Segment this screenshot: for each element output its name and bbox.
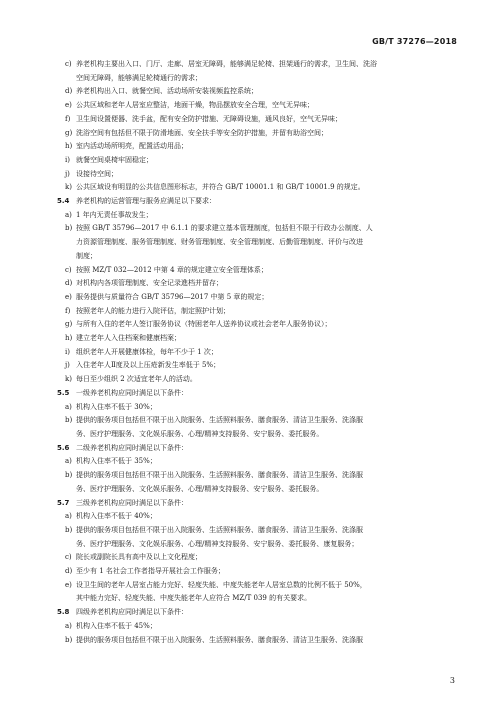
line-text: 1 年内无责任事故发生； <box>76 210 153 219</box>
list-item <box>57 469 461 483</box>
section-line <box>57 497 461 511</box>
section-line <box>57 442 461 456</box>
section-line <box>57 387 461 401</box>
list-item <box>57 455 461 469</box>
line-text: 机构入住率不低于 45%； <box>76 621 157 630</box>
item-marker: d) <box>65 279 73 288</box>
item-marker: b) <box>65 525 73 534</box>
line-text: 公共区域和老年人居室应整洁，地面干燥，物品摆放安全合理，空气无异味； <box>76 101 314 110</box>
list-item <box>57 318 461 332</box>
line-text: 提供的服务项目包括但不限于出入院服务、生活照料服务、膳食服务、清洁卫生服务、洗涤服 <box>76 635 363 644</box>
section-number: 5.8 <box>57 608 70 617</box>
item-marker: f) <box>65 306 71 315</box>
line-text: 力资源管理制度、服务管理制度、财务管理制度、安全管理制度、后勤管理制度、评价与改进 <box>76 238 363 247</box>
list-item <box>57 127 461 141</box>
list-item-continuation <box>57 483 461 497</box>
line-text: 与所有入住的老年人签订服务协议（特困老年人送养协议或社会老年人服务协议）； <box>76 320 332 329</box>
item-marker: k) <box>65 375 72 384</box>
line-text: 机构入住率不低于 35%； <box>76 457 157 466</box>
line-text: 建立老年人入住档案和健康档案； <box>76 334 181 343</box>
list-item-continuation <box>57 538 461 552</box>
line-text: 每日至少组织 2 次适宜老年人的活动。 <box>76 375 197 384</box>
list-item-continuation <box>57 428 461 442</box>
list-item-continuation <box>57 592 461 606</box>
list-item <box>57 565 461 579</box>
line-text: 空间无障碍，能够满足轮椅通行的需求； <box>76 73 202 82</box>
section-number: 5.4 <box>57 197 70 206</box>
list-item <box>57 359 461 373</box>
line-text: 提供的服务项目包括但不限于出入院服务、生活照料服务、膳食服务、清洁卫生服务、洗涤服 <box>76 416 363 425</box>
list-item <box>57 579 461 593</box>
line-text: 设接待空间； <box>76 169 118 178</box>
document-body <box>57 58 461 647</box>
line-text: 养老机构的运营管理与服务应满足以下要求： <box>76 197 216 206</box>
line-text: 机构入住率不低于 40%； <box>76 512 157 521</box>
item-marker: a) <box>65 402 72 411</box>
section-number: 5.7 <box>57 498 70 507</box>
item-marker: b) <box>65 224 73 233</box>
list-item <box>57 332 461 346</box>
item-marker: d) <box>65 567 73 576</box>
line-text: 务、医疗护理服务、文化娱乐服务、心理/精神支持服务、安宁服务、委托服务、康复服务； <box>76 539 359 548</box>
list-item-continuation <box>57 250 461 264</box>
item-marker: a) <box>65 512 72 521</box>
line-text: 提供的服务项目包括但不限于出入院服务、生活照料服务、膳食服务、清洁卫生服务、洗涤服 <box>76 525 363 534</box>
line-text: 提供的服务项目包括但不限于出入院服务、生活照料服务、膳食服务、清洁卫生服务、洗涤服 <box>76 471 363 480</box>
list-item <box>57 168 461 182</box>
item-marker: c) <box>65 553 72 562</box>
line-text: 至少有 1 名社会工作者指导开展社会工作服务； <box>76 567 225 576</box>
list-item-continuation <box>57 236 461 250</box>
line-text: 务、医疗护理服务、文化娱乐服务、心理/精神支持服务、安宁服务、委托服务。 <box>76 429 324 438</box>
item-marker: d) <box>65 87 73 96</box>
list-item <box>57 181 461 195</box>
list-item <box>57 154 461 168</box>
line-text: 二级养老机构应同时满足以下条件： <box>76 443 188 452</box>
item-marker: g) <box>65 128 73 137</box>
list-item <box>57 264 461 278</box>
list-item <box>57 346 461 360</box>
document-id: GB/T 37276—2018 <box>372 37 457 46</box>
item-marker: i) <box>65 347 70 356</box>
line-text: 养老机构出入口、就餐空间、活动场所安装视频监控系统； <box>76 87 258 96</box>
line-text: 就餐空间桌椅牢固稳定； <box>76 155 153 164</box>
line-text: 按照 GB/T 35796—2017 中 6.1.1 的要求建立基本管理制度，包括但不限于行政办公制度、人 <box>76 224 373 233</box>
list-item-continuation <box>57 72 461 86</box>
line-text: 机构入住率不低于 30%； <box>76 402 157 411</box>
item-marker: k) <box>65 183 72 192</box>
item-marker: b) <box>65 416 73 425</box>
item-marker: f) <box>65 114 71 123</box>
line-text: 四级养老机构应同时满足以下条件： <box>76 608 188 617</box>
item-marker: a) <box>65 621 72 630</box>
list-item <box>57 99 461 113</box>
list-item <box>57 140 461 154</box>
list-item <box>57 620 461 634</box>
list-item <box>57 58 461 72</box>
list-item <box>57 113 461 127</box>
item-marker: c) <box>65 60 72 68</box>
line-text: 洗浴空间有包括但不限于防滑地面、安全扶手等安全防护措施，并留有助浴空间； <box>76 128 328 137</box>
line-text: 养老机构主要出入口、门厅、走廊、居室无障碍，能够满足轮椅、担架通行的需求，卫生间、洗浴 <box>76 60 377 68</box>
line-text: 设卫生间的老年人居室占能力完好、轻度失能、中度失能老年人居室总数的比例不低于 50%， <box>76 580 367 589</box>
item-marker: b) <box>65 635 73 644</box>
item-marker: e) <box>65 292 72 301</box>
item-marker: h) <box>65 142 73 151</box>
item-marker: a) <box>65 457 72 466</box>
line-text: 制度； <box>76 251 97 260</box>
list-item <box>57 222 461 236</box>
line-text: 院长或副院长具有高中及以上文化程度； <box>76 553 202 562</box>
item-marker: j) <box>65 361 70 370</box>
line-text: 按照 MZ/T 032—2012 中第 4 章的规定建立安全管理体系； <box>76 265 268 274</box>
list-item <box>57 373 461 387</box>
section-line <box>57 606 461 620</box>
line-text: 入住老年人Ⅱ度及以上压疮新发生率低于 5%； <box>76 361 221 370</box>
list-item <box>57 209 461 223</box>
item-marker: h) <box>65 334 73 343</box>
item-marker: a) <box>65 210 72 219</box>
line-text: 其中能力完好、轻度失能、中度失能老年人应符合 MZ/T 039 的有关要求。 <box>76 594 312 603</box>
list-item <box>57 305 461 319</box>
line-text: 三级养老机构应同时满足以下条件： <box>76 498 188 507</box>
line-text: 务、医疗护理服务、文化娱乐服务、心理/精神支持服务、安宁服务、委托服务。 <box>76 484 324 493</box>
list-item <box>57 510 461 524</box>
item-marker: e) <box>65 580 72 589</box>
list-item <box>57 291 461 305</box>
line-text: 按照老年人的能力进行入院评估，制定照护计划； <box>76 306 230 315</box>
item-marker: g) <box>65 320 73 329</box>
list-item <box>57 414 461 428</box>
item-marker: c) <box>65 265 72 274</box>
item-marker: j) <box>65 169 70 178</box>
line-text: 对机构内各项管理制度、安全记录進档并留存； <box>76 279 223 288</box>
section-number: 5.5 <box>57 388 70 397</box>
section-number: 5.6 <box>57 443 70 452</box>
line-text: 室内活动场所明亮，配置活动用品； <box>76 142 188 151</box>
list-item <box>57 634 461 648</box>
section-line <box>57 195 461 209</box>
page-number: 3 <box>449 676 455 685</box>
list-item <box>57 524 461 538</box>
line-text: 服务提供与质量符合 GB/T 35796—2017 中第 5 章的规定； <box>76 292 269 301</box>
item-marker: e) <box>65 101 72 110</box>
list-item <box>57 401 461 415</box>
list-item <box>57 277 461 291</box>
line-text: 组织老年人开展健康体检，每年不少于 1 次； <box>76 347 218 356</box>
list-item <box>57 551 461 565</box>
line-text: 公共区域设有明显的公共信息图形标志，并符合 GB/T 10001.1 和 GB/T 10001.9 的规定。 <box>76 183 365 192</box>
item-marker: b) <box>65 471 73 480</box>
list-item <box>57 85 461 99</box>
item-marker: i) <box>65 155 70 164</box>
line-text: 卫生间设置便器、洗手盆，配有安全防护措施、无障碍设施，通风良好，空气无异味； <box>76 114 342 123</box>
line-text: 一级养老机构应同时满足以下条件： <box>76 388 188 397</box>
